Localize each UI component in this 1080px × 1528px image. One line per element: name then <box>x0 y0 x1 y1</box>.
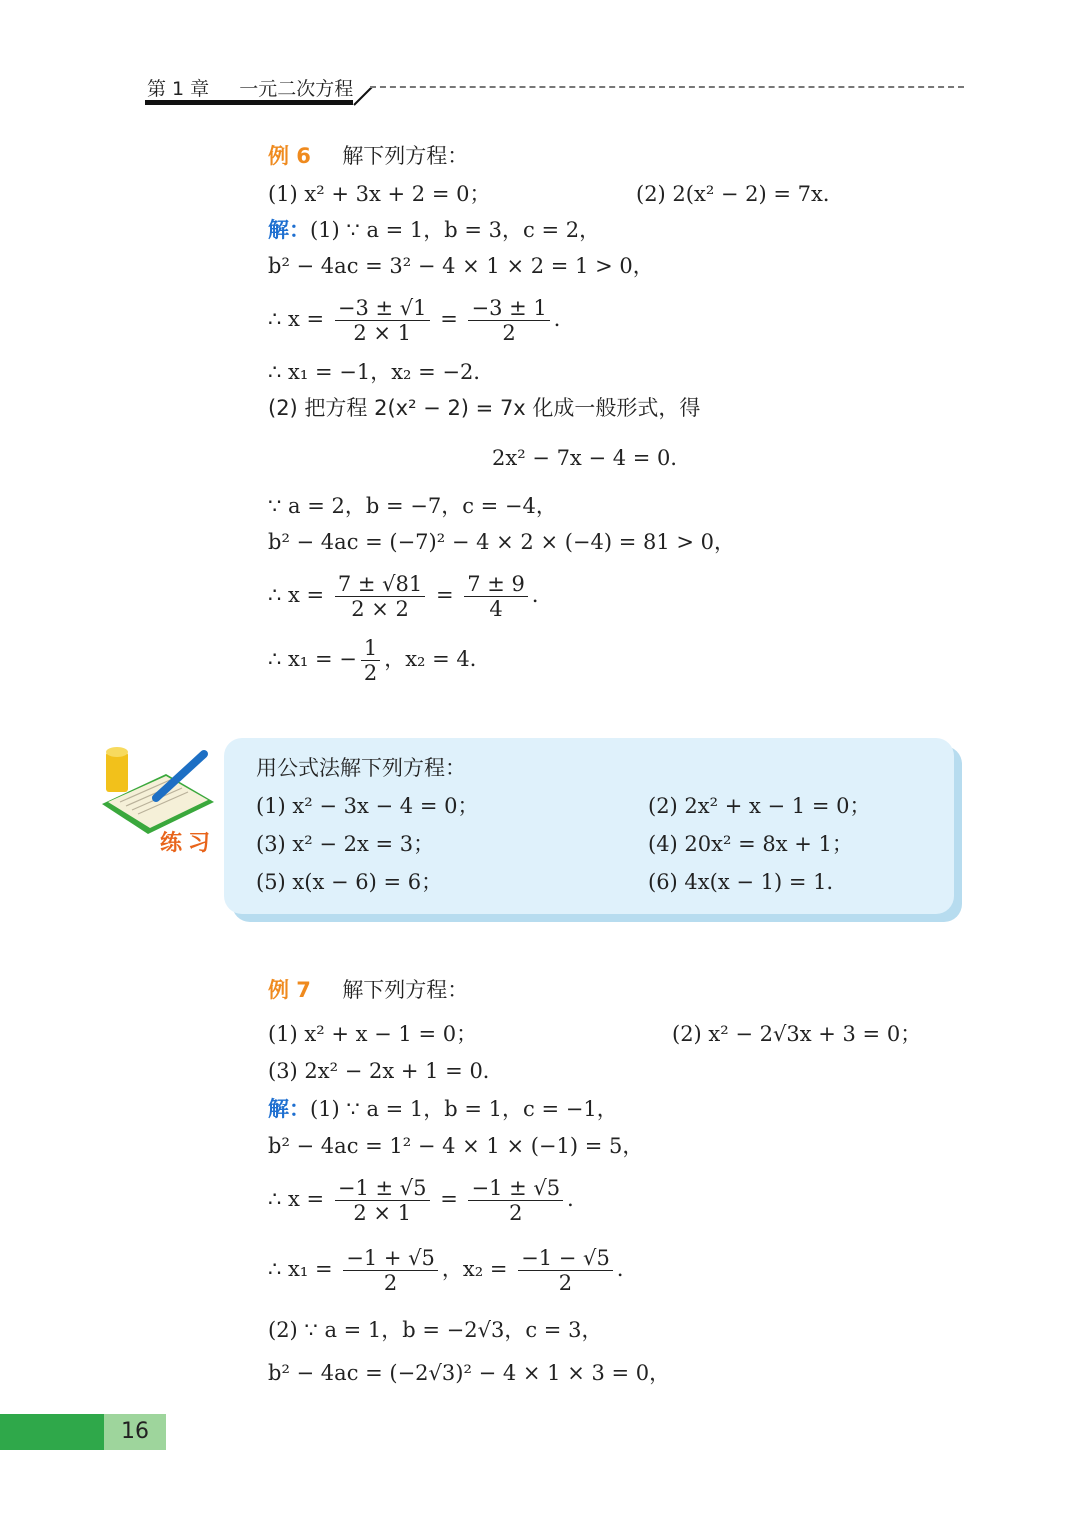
chapter-header <box>147 74 353 101</box>
period: ． <box>531 583 553 608</box>
denominator: 4 <box>489 597 503 622</box>
denominator: 2 <box>363 661 378 686</box>
numerator: 1 <box>361 636 380 661</box>
denominator: 2 <box>558 1271 573 1296</box>
roots-separator: ，x₂ = <box>441 1257 508 1282</box>
roots-prefix: ∴ x₁ = − <box>268 647 357 672</box>
example-7-roots <box>268 1246 638 1295</box>
example-6-discriminant: b² − 4ac = 3² − 4 × 1 × 2 = 1 > 0， <box>268 254 654 278</box>
example-6-general-form: 2x² − 7x − 4 = 0． <box>492 446 692 470</box>
example-7-heading <box>268 980 468 1001</box>
practice-item-1: (1) x² − 3x − 4 = 0； <box>256 794 479 818</box>
example-6-roots-2 <box>268 636 491 685</box>
example-7-coefficients-2: (2) ∵ a = 1，b = −2√3，c = 3， <box>268 1318 603 1342</box>
equals: = <box>440 1187 458 1212</box>
example-6-solution-line-1 <box>268 220 600 241</box>
formula-prefix: ∴ x = <box>268 1187 325 1212</box>
equals: = <box>440 307 458 332</box>
example-7-problem-2: (2) x² − 2√3x + 3 = 0； <box>672 1022 922 1046</box>
solution-label: 解： <box>268 218 310 242</box>
solution-label: 解： <box>268 1097 310 1121</box>
roots-suffix: ，x₂ = 4． <box>384 647 491 672</box>
example-7-solution-line-1 <box>268 1099 618 1120</box>
denominator: 2 <box>383 1271 398 1296</box>
solution-text: (1) ∵ a = 1，b = 1，c = −1， <box>310 1097 618 1121</box>
header-dashed-line <box>370 86 964 88</box>
fraction <box>361 636 380 685</box>
formula-prefix: ∴ x = <box>268 307 325 332</box>
example-6-coefficients-2: ∵ a = 2，b = −7，c = −4， <box>268 494 557 518</box>
fraction <box>335 572 425 621</box>
equals: = <box>435 583 454 608</box>
numerator: 7 ± √81 <box>335 572 425 597</box>
fraction <box>343 1246 438 1295</box>
example-7-problem-3: (3) 2x² − 2x + 1 = 0． <box>268 1059 504 1083</box>
practice-item-2: (2) 2x² + x − 1 = 0； <box>648 794 871 818</box>
chapter-title: 一元二次方程 <box>239 78 354 100</box>
roots-prefix: ∴ x₁ = <box>268 1257 333 1282</box>
footer-bar <box>0 1414 104 1450</box>
header-underline <box>145 100 353 105</box>
fraction <box>464 572 528 621</box>
example-6-formula <box>268 296 575 345</box>
fraction <box>518 1246 613 1295</box>
period: ． <box>553 307 575 332</box>
page-number: 16 <box>104 1414 166 1450</box>
example-7-prompt: 解下列方程： <box>342 978 469 1002</box>
numerator: 7 ± 9 <box>464 572 528 597</box>
period: ． <box>616 1257 638 1282</box>
practice-item-4: (4) 20x² = 8x + 1； <box>648 832 853 856</box>
example-6-label: 例 6 <box>268 144 311 168</box>
denominator: 2 <box>502 321 516 346</box>
example-6-part-2-intro: (2) 把方程 2(x² − 2) = 7x 化成一般形式，得 <box>268 396 701 420</box>
numerator: −1 + √5 <box>343 1246 438 1271</box>
practice-prompt: 用公式法解下列方程： <box>256 756 466 780</box>
numerator: −1 ± √5 <box>335 1176 430 1201</box>
example-6-problem-2: (2) 2(x² − 2) = 7x． <box>636 182 844 206</box>
formula-prefix: ∴ x = <box>268 583 325 608</box>
practice-item-6: (6) 4x(x − 1) = 1． <box>648 870 848 894</box>
practice-item-3: (3) x² − 2x = 3； <box>256 832 435 856</box>
numerator: −3 ± 1 <box>468 296 549 321</box>
example-7-formula <box>268 1176 588 1225</box>
example-6-discriminant-2: b² − 4ac = (−7)² − 4 × 2 × (−4) = 81 > 0， <box>268 530 736 554</box>
header-slant-divider <box>352 86 374 106</box>
numerator: −1 − √5 <box>518 1246 613 1271</box>
practice-tag: 练习 <box>160 831 217 856</box>
denominator: 2 <box>509 1201 523 1226</box>
example-7-discriminant: b² − 4ac = 1² − 4 × 1 × (−1) = 5， <box>268 1134 644 1158</box>
example-6-prompt: 解下列方程： <box>342 144 469 168</box>
denominator: 2 × 1 <box>353 321 411 346</box>
example-7-discriminant-2: b² − 4ac = (−2√3)² − 4 × 1 × 3 = 0， <box>268 1361 671 1385</box>
fraction <box>335 1176 430 1225</box>
denominator: 2 × 1 <box>353 1201 411 1226</box>
example-7-label: 例 7 <box>268 978 311 1002</box>
example-6-heading <box>268 146 468 167</box>
example-7-problem-1: (1) x² + x − 1 = 0； <box>268 1022 478 1046</box>
numerator: −3 ± √1 <box>335 296 430 321</box>
example-6-problem-1: (1) x² + 3x + 2 = 0； <box>268 182 491 206</box>
fraction <box>468 296 549 345</box>
example-6-formula-2 <box>268 572 553 621</box>
solution-text: (1) ∵ a = 1，b = 3，c = 2， <box>310 218 601 242</box>
numerator: −1 ± √5 <box>468 1176 563 1201</box>
example-6-roots-1: ∴ x₁ = −1，x₂ = −2． <box>268 360 495 384</box>
period: ． <box>567 1187 589 1212</box>
practice-item-5: (5) x(x − 6) = 6； <box>256 870 443 894</box>
notebook-pencil-icon <box>96 746 220 834</box>
denominator: 2 × 2 <box>351 597 409 622</box>
fraction <box>335 296 430 345</box>
chapter-number: 第 1 章 <box>147 78 210 100</box>
fraction <box>468 1176 563 1225</box>
